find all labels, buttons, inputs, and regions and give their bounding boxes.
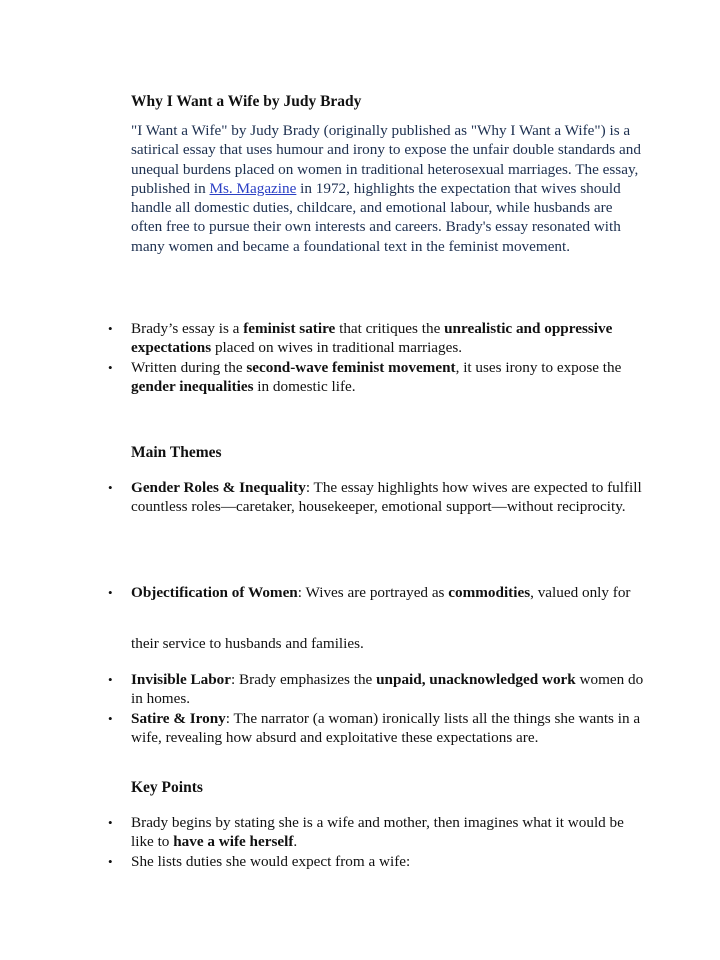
key-points-heading: Key Points [131, 779, 203, 796]
list-text: women do in homes. [131, 671, 644, 708]
list-item [108, 709, 648, 748]
key-points-list [108, 813, 648, 871]
bullet-icon: • [108, 853, 113, 869]
overview-list [108, 319, 648, 396]
list-bold-text: have a wife herself [173, 833, 294, 851]
list-item [108, 319, 648, 358]
list-text: Brady begins by stating she is a wife and mother, then imagines what it would be like to [131, 814, 624, 851]
list-text: She lists duties she would expect from a wife: [131, 852, 411, 870]
list-bold-text: feminist satire [243, 320, 336, 337]
list-text: . [293, 833, 298, 851]
bullet-icon: • [108, 710, 113, 726]
list-text: placed on wives in traditional marriages. [211, 339, 463, 357]
list-bold-text: Satire & Irony [131, 709, 226, 727]
list-text: : The essay highlights how wives are expected to fulfill countless roles—caretaker, housekeeper, emotional support—without reciprocity. [131, 479, 642, 516]
list-bold-text: Objectification of Women [131, 584, 298, 601]
list-text: Brady’s essay is a [131, 320, 244, 337]
list-text: : Wives are portrayed as [297, 584, 449, 601]
list-bold-text: gender inequalities [131, 377, 254, 395]
list-bold-text: Gender Roles & Inequality [131, 479, 306, 496]
list-text: that critiques the [335, 320, 445, 337]
list-item [108, 583, 648, 602]
list-item [108, 478, 648, 517]
bullet-icon: • [108, 359, 113, 375]
bullet-icon: • [108, 672, 113, 687]
bullet-icon: • [108, 585, 113, 600]
list-text: , it uses irony to expose the [455, 358, 622, 376]
list-text: in domestic life. [253, 377, 356, 395]
list-bold-text: Invisible Labor [131, 671, 232, 688]
list-bold-text: commodities [448, 584, 531, 601]
page-title: Why I Want a Wife by Judy Brady [131, 93, 362, 110]
list-text: : The narrator (a woman) ironically lists all the things she wants in a wife, revealing how absurd and exploitative these expectations are. [131, 709, 641, 746]
theme-gender-list [108, 478, 648, 517]
theme-labor-satire-list [108, 670, 648, 747]
objectification-continuation: their service to husbands and families. [131, 635, 364, 652]
intro-text-1: "I Want a Wife" by Judy Brady (originally published as "Why I Want a Wife") is a satirical essay that uses humour and irony to expose the unfair double standards and unequal burdens placed on women in traditional heterosexual marriages. The essay, published in [131, 122, 641, 197]
list-bold-text: second-wave feminist movement [246, 358, 456, 376]
bullet-icon: • [108, 321, 113, 336]
ms-magazine-link[interactable]: Ms. Magazine [209, 179, 297, 197]
list-text: Written during the [131, 358, 247, 376]
theme-objectification-list [108, 583, 648, 602]
list-item [108, 670, 648, 709]
bullet-icon: • [108, 480, 113, 495]
list-item [108, 813, 648, 852]
list-bold-text: unpaid, unacknowledged work [376, 671, 576, 688]
list-text: , valued only for [530, 584, 631, 601]
list-item [108, 852, 648, 871]
main-themes-heading: Main Themes [131, 444, 222, 461]
list-text: : Brady emphasizes the [231, 671, 377, 688]
list-bold-text: unrealistic and oppressive expectations [131, 320, 613, 357]
intro-text-2: in 1972, highlights the expectation that wives should handle all domestic duties, childcare, and emotional labour, while husbands are often free to pursue their own interests and careers. Brady's essay resonated with many women and became a foundational text in the feminist movement. [131, 179, 621, 255]
bullet-icon: • [108, 815, 113, 830]
list-item [108, 358, 648, 397]
intro-paragraph [131, 121, 641, 256]
